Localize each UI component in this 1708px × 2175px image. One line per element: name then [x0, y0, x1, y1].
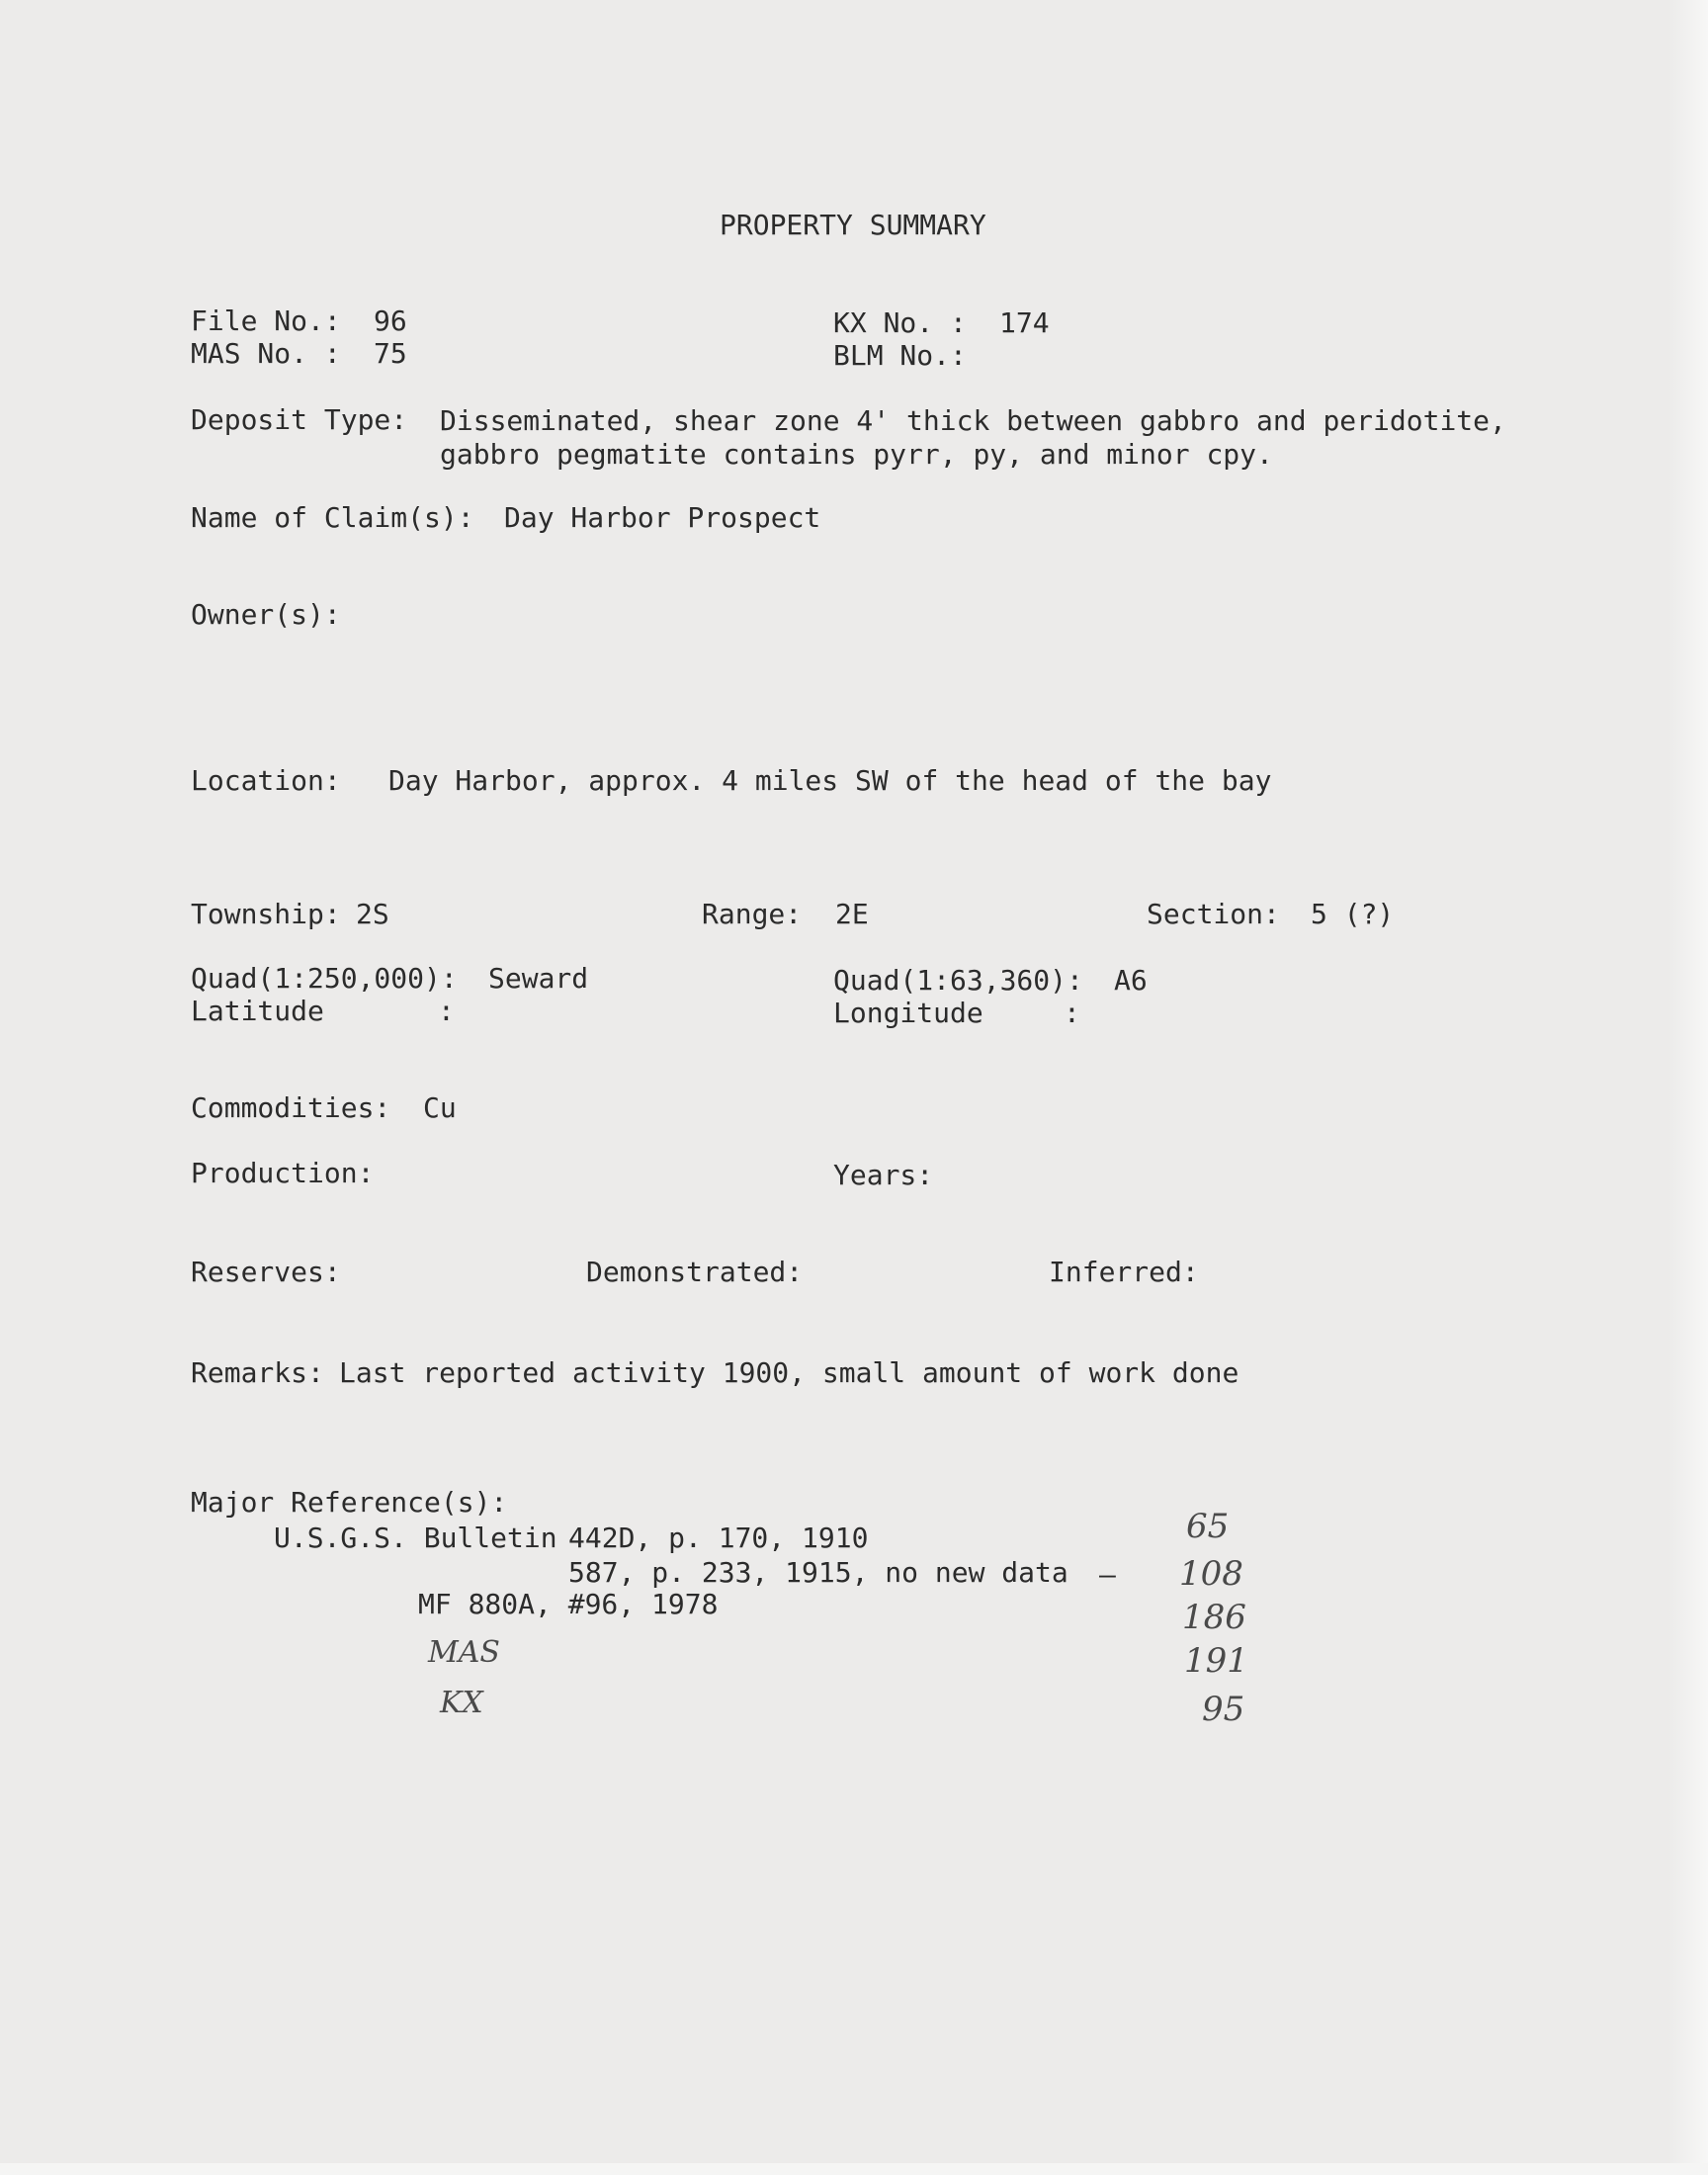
remarks-label: Remarks: — [191, 1356, 324, 1389]
references-label: Major Reference(s): — [191, 1486, 508, 1519]
quad-63-label: Quad(1:63,360): — [833, 964, 1083, 997]
handwritten-number-4: 191 — [1184, 1641, 1248, 1681]
quad-250-value: Seward — [488, 962, 589, 995]
handwritten-mas: MAS — [428, 1635, 500, 1670]
mas-no-value: 75 — [374, 337, 407, 370]
quad-250-label: Quad(1:250,000): — [191, 962, 458, 995]
range-value: 2E — [835, 898, 869, 930]
mf-reference: MF 880A, #96, 1978 — [418, 1588, 719, 1620]
deposit-type-line-1: Disseminated, shear zone 4' thick between gabbro and peridotite, — [440, 404, 1506, 437]
remarks-value: Last reported activity 1900, small amount of work done — [339, 1356, 1239, 1389]
kx-no-value: 174 — [999, 306, 1050, 339]
claims-value: Day Harbor Prospect — [504, 501, 821, 534]
usgs-reference-2: 587, p. 233, 1915, no new data — [568, 1556, 1068, 1589]
file-no-label: File No.: — [191, 304, 341, 337]
demonstrated-label: Demonstrated: — [586, 1256, 804, 1288]
quad-63-value: A6 — [1114, 964, 1148, 997]
handwritten-number-5: 95 — [1202, 1690, 1245, 1729]
owners-label: Owner(s): — [191, 598, 341, 631]
longitude-colon: : — [1064, 997, 1080, 1029]
mas-no-label: MAS No. : — [191, 337, 341, 370]
paper-edge-right — [1668, 0, 1708, 2175]
paper-edge-bottom — [0, 2163, 1708, 2175]
kx-no-label: KX No. : — [833, 306, 967, 339]
usgs-reference-1: 442D, p. 170, 1910 — [568, 1522, 869, 1554]
inferred-label: Inferred: — [1049, 1256, 1199, 1288]
latitude-label: Latitude — [191, 995, 324, 1027]
location-value: Day Harbor, approx. 4 miles SW of the head of the bay — [388, 764, 1272, 797]
handwritten-number-2: 108 — [1179, 1554, 1243, 1594]
township-value: 2S — [356, 898, 389, 930]
years-label: Years: — [833, 1159, 934, 1191]
latitude-colon: : — [438, 995, 455, 1027]
claims-label: Name of Claim(s): — [191, 501, 474, 534]
handwritten-number-3: 186 — [1182, 1598, 1246, 1637]
file-no-value: 96 — [374, 304, 407, 337]
range-label: Range: — [702, 898, 803, 930]
deposit-type-line-2: gabbro pegmatite contains pyrr, py, and minor cpy. — [440, 438, 1273, 471]
blm-no-label: BLM No.: — [833, 339, 967, 372]
section-label: Section: — [1147, 898, 1280, 930]
township-label: Township: — [191, 898, 341, 930]
commodities-label: Commodities: — [191, 1091, 391, 1124]
longitude-label: Longitude — [833, 997, 983, 1029]
usgs-bulletin-label: U.S.G.S. Bulletin — [274, 1522, 557, 1554]
commodities-value: Cu — [423, 1091, 457, 1124]
reserves-label: Reserves: — [191, 1256, 341, 1288]
production-label: Production: — [191, 1157, 375, 1189]
section-value: 5 (?) — [1311, 898, 1395, 930]
reference-dash: – — [1099, 1558, 1116, 1591]
deposit-type-label: Deposit Type: — [191, 403, 408, 436]
page-title: PROPERTY SUMMARY — [720, 209, 986, 241]
location-label: Location: — [191, 764, 341, 797]
handwritten-number-1: 65 — [1186, 1507, 1230, 1546]
handwritten-kx: KX — [440, 1686, 483, 1720]
